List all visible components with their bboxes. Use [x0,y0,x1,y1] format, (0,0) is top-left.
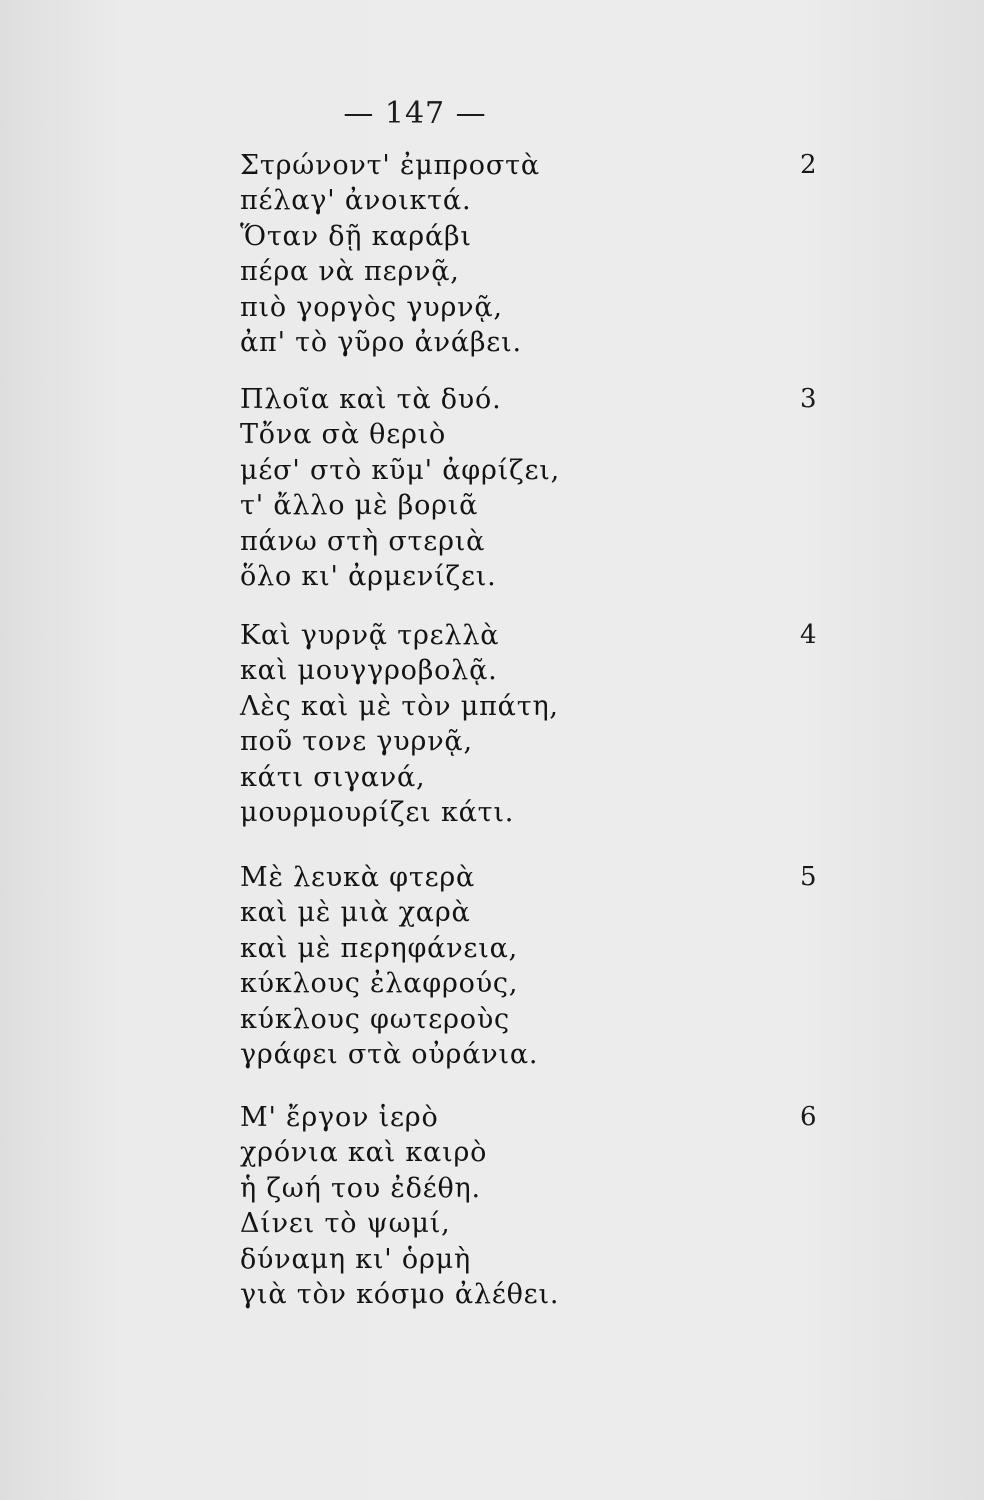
poem-line: Πλοῖα καὶ τὰ δυό. [240,384,502,415]
poem-line: κύκλους ἐλαφρούς, [240,968,519,1000]
poem-line: ἀπ' τὸ γῦρο ἀνάβει. [240,326,522,358]
poem-line: καὶ μὲ περηφάνεια, [240,932,519,964]
poem-line: Ὅταν δῇ καράβι [240,220,472,252]
poem-line: Μ' ἔργον ἱερὸ [240,1102,439,1133]
stanza-number: 6 [800,1102,817,1132]
poem-line: πιὸ γοργὸς γυρνᾷ, [240,291,503,323]
poem-line: ποῦ τονε γυρνᾷ, [240,726,473,758]
stanza-number: 2 [800,150,817,180]
stanza-number: 3 [800,384,817,414]
poem-line: τ' ἄλλο μὲ βοριᾶ [240,490,479,522]
poem-line: δύναμη κι' ὁρμὴ [240,1243,471,1275]
poem-line: κάτι σιγανά, [240,761,426,793]
stanza-5 [240,860,860,1072]
poem-line: μέσ' στὸ κῦμ' ἀφρίζει, [240,454,561,486]
poem-line: χρόνια καὶ καιρὸ [240,1137,488,1169]
poem-line: πάνω στὴ στεριὰ [240,525,486,557]
poem-line: Τὄνα σὰ θεριὸ [240,419,447,451]
stanza-3 [240,382,860,594]
poem-line: Στρώνοντ' ἐμπροστὰ [240,150,540,181]
stanza-6 [240,1100,860,1312]
poem-line: γιὰ τὸν κόσμο ἀλέθει. [240,1278,560,1310]
poem-line: μουρμουρίζει κάτι. [240,796,515,828]
poem-line: γράφει στὰ οὐράνια. [240,1038,539,1070]
poem-line: πέρα νὰ περνᾷ, [240,256,460,288]
poem-line: Δίνει τὸ ψωμί, [240,1208,451,1240]
stanza-number: 5 [800,862,817,892]
poem-line: ὅλο κι' ἀρμενίζει. [240,560,497,592]
poem-line: καὶ μουγγροβολᾷ. [240,655,498,687]
poem-line: Καὶ γυρνᾷ τρελλὰ [240,620,500,651]
stanza-4 [240,618,860,830]
poem-line: Μὲ λευκὰ φτερὰ [240,862,476,893]
poem-line: ἡ ζωή του ἐδέθη. [240,1172,481,1204]
poem-line: κύκλους φωτεροὺς [240,1003,510,1035]
poem-line: Λὲς καὶ μὲ τὸν μπάτη, [240,690,559,722]
stanza-2 [240,148,860,360]
stanza-number: 4 [800,620,817,650]
poem-line: καὶ μὲ μιὰ χαρὰ [240,897,471,929]
poem-line: πέλαγ' ἀνοικτά. [240,185,472,217]
page-number: — 147 — [343,96,487,131]
